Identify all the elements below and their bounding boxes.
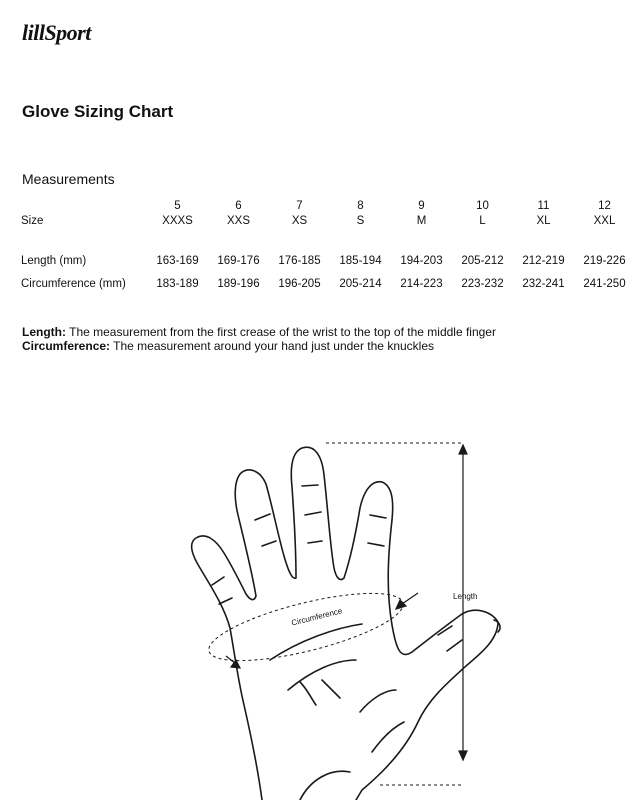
palm-line [372,722,404,752]
table-cell: 183-189 [156,277,199,290]
table-cell: 163-169 [156,254,199,267]
circumference-label: Circumference [290,606,344,628]
length-arrowhead-top [459,445,467,454]
table-cell: 232-241 [522,277,565,290]
finger-crease [212,577,224,585]
length-definition [22,325,496,339]
size-code: M [416,215,427,227]
size-number: 10 [476,200,489,212]
size-number: 8 [357,200,364,212]
palm-line [270,624,362,660]
size-code: XS [291,215,308,227]
size-number: 12 [598,200,611,212]
table-cell: 205-212 [461,254,504,267]
finger-crease [219,598,232,604]
finger-crease [308,541,322,543]
palm-line [360,690,396,712]
circumference-row-label: Circumference (mm) [21,277,126,290]
circumference-definition [22,339,496,353]
table-cell [20,200,147,215]
finger-crease [368,543,384,546]
size-table [20,200,635,295]
finger-crease [262,541,276,546]
section-title: Measurements [22,171,115,187]
circumference-row [20,272,635,295]
table-cell: 212-219 [522,254,565,267]
size-number: 6 [235,200,242,212]
wrist-line [300,771,350,800]
finger-crease [255,514,270,520]
hand-outline [192,447,498,800]
size-code: XXXS [162,215,193,227]
size-row-label: Size [21,215,44,227]
size-number: 7 [296,200,303,212]
palm-line [300,682,316,705]
circumference-arrow-line [402,593,418,604]
table-cell: 219-226 [583,254,626,267]
definitions [22,325,496,353]
circumference-arrowhead [396,600,406,609]
palm-line [288,660,356,690]
page-title: Glove Sizing Chart [22,102,174,121]
size-code: XXS [226,215,250,227]
table-cell: 194-203 [400,254,443,267]
table-cell: 214-223 [400,277,443,290]
length-label: Length [453,592,478,601]
finger-crease [370,515,386,518]
table-spacer [20,230,635,249]
finger-crease [305,512,321,515]
size-number-row [20,200,635,215]
table-cell: 169-176 [217,254,260,267]
table-cell: 205-214 [339,277,382,290]
finger-crease [447,640,462,651]
size-code: XXL [593,215,616,227]
hand-measurement-diagram [0,430,642,800]
definition-text: The measurement from the first crease of the wrist to the top of the middle finger [66,325,496,339]
definition-text: The measurement around your hand just under the knuckles [110,339,435,353]
table-cell: 196-205 [278,277,321,290]
size-number: 5 [174,200,181,212]
size-number: 9 [418,200,425,212]
length-arrowhead-bottom [459,751,467,760]
size-code-row [20,215,635,230]
size-code: XL [536,215,551,227]
size-number: 11 [537,200,550,212]
finger-crease [302,485,318,486]
circumference-ellipse [203,580,409,675]
definition-term: Circumference: [22,339,111,353]
table-cell: 241-250 [583,277,626,290]
table-cell: 185-194 [339,254,382,267]
brand-logo: lillSport [22,20,91,45]
length-row [20,249,635,272]
definition-term: Length: [22,325,66,339]
size-code: S [356,215,365,227]
size-code: L [479,215,486,227]
palm-line [322,680,340,698]
table-cell: 189-196 [217,277,260,290]
length-row-label: Length (mm) [21,254,87,267]
table-cell: 176-185 [278,254,321,267]
table-cell: 223-232 [461,277,504,290]
